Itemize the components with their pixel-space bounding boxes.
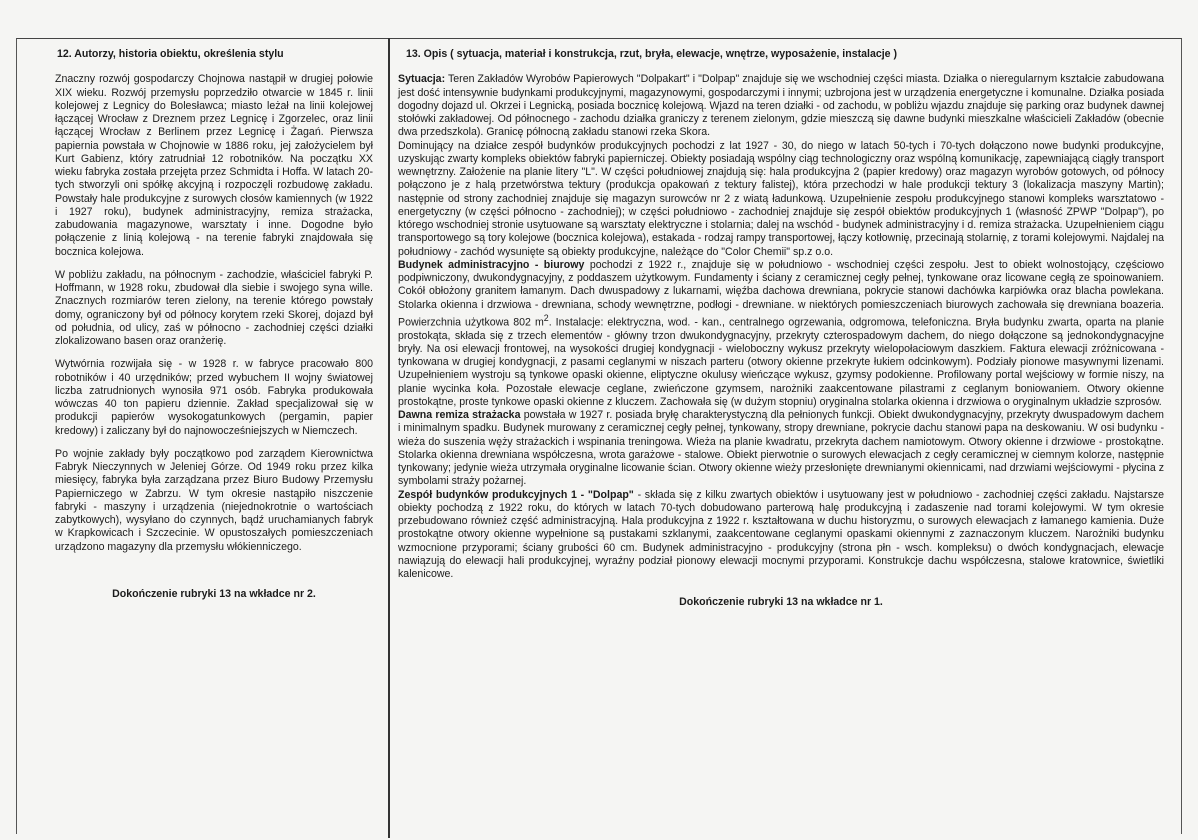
dolpap-complex-lead: Zespół budynków produkcyjnych 1 - "Dolpap" (398, 488, 634, 501)
situation-lead: Sytuacja: (398, 73, 446, 86)
section-12-paragraph-3: Wytwórnia rozwijała się - w 1928 r. w fabryce pracowało 800 robotników i 40 urzędników; przed wybuchem II wojny światowej liczba zatrudnionych wynosiła 971 osób. Fabryka produkowała wówczas 40 ton papieru dziennie. Zakład specjalizował się w produkcji papierów wysokogatunkowych (pergamin, papier kredowy) i zaliczany był do najnowocześniejszych w Niemczech. (55, 358, 373, 437)
dolpap-complex-text: - składa się z kilku zwartych obiektów i usytuowany jest w południowo - zachodniej części zakładu. Najstarsze obiekty pochodzą z 1922 roku, do których w latach 70-tych dobudowano parterową halę produkcyjną i zadaszenie nad torami kolejowymi. W tym okresie przebudowano również część administracyjną. Hala produkcyjna z 1922 r. kształtowana w duchu historyzmu, o surowych elewacjach z łamanego kamienia. Duże prostokątne otwory okienne wypełnione są pustakami szklanymi, zaakcentowane ceglanymi opaskami okiennymi z zaznaczonym kluczem. Narożniki budynku wzmocnione przyporami; ściany grubości 60 cm. Budynek administracyjno - produkcyjny (strona płn - wsch. kompleksu) o dwóch kondygnacjach, elewacje nawiązują do elewacji hali produkcyjnej, wyraźny podział pionowy elewacji mocnymi przyporami. Konstrukcje dachu współczesna, stalowe kratownice, świetliki kalenicowe. (398, 488, 1165, 581)
section-12-paragraph-1: Znaczny rozwój gospodarczy Chojnowa nastąpił w drugiej połowie XIX wieku. Rozwój przemysłu poprzedziło otwarcie w 1845 r. linii kolejowej z Legnicy do Bolesławca; miasto leżał na linii kolejowej łączącej Wrocław z Dreznem przez Legnicę i Zgorzelec, oraz linii łączącej Wrocław z Berlinem przez Legnicę i Żagań. Pierwsza papiernia powstała w Chojnowie w 1886 roku, jej założycielem był Kurt Gabienz, który zatrudniał 12 robotników. Na początku XX wieku fabryka została przejęta przez Schmidta i Hoffa. W latach 20-tych stworzyli oni spółkę akcyjną i rozpoczęli rozbudowę zakładu. Powstały hale produkcyjne z surowych cłosów kamiennych (w 1922 i 1927 roku), budynek administracyjny, remiza strażacka, zabudowania magazynowe, warsztaty i inne. Dogodne było połączenie z linią kolejową - na terenie fabryki znajdowała się bocznica kolejowa. (55, 73, 373, 258)
admin-building-text-a: pochodzi z 1922 r., znajduje się w południowo - wschodniej części zespołu. Jest to obiekt wolnostojący, częściowo podpiwniczony, dwukondygnacyjny, z poddaszem użytkowym. Fundamenty i ściany z ceramicznej cegły pełnej, tynkowane oraz licowane cegłą ze spoinowaniem. Cokół obłożony granitem łamanym. Dach dwuspadowy z lukarnami, więźba dachowa drewniana, pokrycie stanowi dachówka karpiówka oraz blacha powlekana. Stolarka okienna i drzwiowa - drewniana, schody wewnętrzne, podłogi - drewniane. w niektórych pomieszczeniach biurowych zachowała się drewniana boazeria. Powierzchnia użytkowa 802 m (398, 258, 1164, 329)
production-complex-paragraph: Dominujący na działce zespół budynków produkcyjnych pochodzi z lat 1927 - 30, do niego w latach 50-tych i 70-tych dołączono nowe budynki produkcyjne, uzyskując zwarty kompleks obiektów fabryki papierniczej. Obiekty posiadają wspólny ciąg technologiczny oraz wspólną komunikację, zapewniającą ciągły transport wewnętrzny. Założenie na planie litery "L". W części południowej znajdują się: hala produkcyjna 2 (papier kredowy) oraz magazyn wyrobów gotowych, od północy połączono je z halą przetwórstwa tektury (produkcja opakowań z tektury falistej), która przechodzi w hale produkcji tektury 3 (lokalizacja maszyny Martin); następnie od strony zachodniej znajduje się magazyn surowców nr 2 z wiatą ładunkową. Uzupełnienie zespołu produkcyjnego stanowi kompleks warsztatowo - energetyczny (w części północno - zachodniej); w części południowo - zachodniej znajduje się zespół obiektów produkcyjnych 1 (własność ZPWP "Dolpap"), po którego wschodniej stronie usytuowane są warsztaty elektryczne i stolarnia; dalej na wschód - budynek administracyjny i d. remiza strażacka. Uzupełnieniem ciągu transportowego są tory kolejowe (bocznica kolejowa), estakada - rodzaj rampy transportowej, łączy kotłownię, przecinają stolarnię, z torami kolejowymi. Najdalej na południowy - zachód wysunięte są obiekty produkcyjne, należące do "Color Chemii" sp.z o.o. (398, 139, 1164, 258)
situation-text: Teren Zakładów Wyrobów Papierowych "Dolpakart" i "Dolpap" znajduje się we wschodniej części miasta. Działka o nieregularnym kształcie zabudowana jest dość intensywnie budynkami produkcyjnymi, magazynowymi, gospodarczymi i innymi; uzbrojona jest w urządzenia energetyczne i komunalne. Działka posiada dogodny dojazd ul. Okrzei i Legnicką, posiada bocznicę kolejową. Wjazd na teren działki - od zachodu, w pobliżu wjazdu znajduje się parking oraz budynek dawnej stołówki zakładowej. Od północnego - zachodu działka graniczy z terenem zielonym, gdzie mieszczą się dawne budynki mieszkalne właścicieli Zakładów (obecnie dwa przedszkola). Granicę północną zakładu stanowi rzeka Skora. (398, 73, 1164, 139)
fire-station-paragraph (398, 409, 1164, 489)
fire-station-lead: Dawna remiza strażacka (398, 409, 521, 422)
fire-station-text: powstała w 1927 r. posiada bryłę charakterystyczną dla pełnionych funkcji. Obiekt dwukondygnacyjny, przekryty dwuspadowym dachem i minimalnym spadku. Budynek murowany z ceramicznej cegły pełnej, tynkowany, stropy drewniane, pokrycie dachu stanowi papa na deskowaniu. W osi budynku - wieża do suszenia węży strażackich i wspinania treningowa. Wieża na planie kwadratu, przekryta dachem namiotowym. Otwory okienne i drzwiowe - prostokątne. Stolarka okienna drewniana współczesna, wrota garażowe - stalowe. Obiekt pierwotnie o surowych elewacjach z cegły ceramicznej w ciemnym kolorze, następnie tynkowany; jedynie wieża utrzymała oryginalne licowanie ścian. Otwory okienne wieży przesłonięte drewnianymi okiennicami, nad drzwiami wejściowymi - płycina z symbolami straży pożarnej. (398, 409, 1164, 488)
section-12-paragraph-2: W pobliżu zakładu, na północnym - zachodzie, właściciel fabryki P. Hoffmann, w 1928 roku, zbudował dla siebie i swojego syna wille. Znacznych rozmiarów teren zielony, na terenie którego powstały domy, ograniczony był od północy korytem rzeki Skorej, dojazd był od południa, od ulicy, zaś w północno - zachodniej części działki zlokalizowano basen oraz oranżerię. (55, 268, 373, 347)
admin-building-paragraph (398, 259, 1164, 409)
section-12-heading: 12. Autorzy, historia obiektu, określenia stylu (57, 48, 284, 60)
section-13 (398, 48, 1164, 610)
dolpap-complex-paragraph (398, 489, 1164, 582)
situation-paragraph (398, 73, 1164, 139)
admin-building-lead: Budynek administracyjno - biurowy (398, 258, 585, 271)
admin-building-text-b: . Instalacje: elektryczna, wod. - kan., centralnego ogrzewania, odgromowa, telefoniczna. Bryła budynku zwarta, oparta na planie prostokąta, składa się z trzech elementów - główny trzon dwukondygnacyjny, przekryty czterospadowym dachem, do niego dołączone są jednokondygnacyjne bryły. Na osi elewacji frontowej, na wysokości drugiej kondygnacji - wieloboczny wykusz przekryty wielopołaciowym daszkiem. Faktura elewacji zróżnicowana - tynkowana w drugiej kondygnacji, z pasami ceglanymi w niszach parteru (otwory okienne przekryte łukiem odcinkowym). Podziały pionowe masywnymi lizenami. Uzupełnieniem wystroju są tynkowe opaski okienne, eliptyczne okulusy wieńczące wykusz, gzymsy podokienne. Profilowany portal wejściowy w formie niszy, na planie wycinka koła. Pozostałe elewacje ceglane, zwieńczone gzymsem, narożniki zaakcentowane pilastrami z ceglanym boniowaniem. Otwory okienne prostokątne, proste tynkowe opaski okienne z kluczem. Zachowała się (w dużym stopniu) oryginalna stolarka okienna i drzwiowa o oryginalnym układzie szprosów. (398, 316, 1164, 408)
section-13-heading: 13. Opis ( sytuacja, materiał i konstrukcja, rzut, bryła, elewacje, wnętrze, wyposażenie, instalacje ) (406, 48, 898, 60)
section-13-footer-note: Dokończenie rubryki 13 na wkładce nr 1. (679, 596, 883, 609)
area-unit-superscript: 2 (543, 312, 549, 323)
column-divider (388, 38, 390, 838)
section-12 (55, 48, 373, 601)
section-12-footer-note: Dokończenie rubryki 13 na wkładce nr 2. (112, 587, 316, 600)
section-12-paragraph-4: Po wojnie zakłady były początkowo pod zarządem Kierownictwa Fabryk Nieczynnych w Jeleniej Górze. Od 1949 roku przez kilka miesięcy, fabryka była zarządzana przez Biuro Budowy Przemysłu Papierniczego w Zabrzu. W tym okresie nastąpiło niszczenie fabryki - maszyny i urządzenia (niejednokrotnie o wartościach zabytkowych), wysyłano do czynnych, bądź uruchamianych fabryk w Krapkowicach i Szczecinie. W opustoszałych pomieszczeniach urządzono magazyny dla przemysłu włókienniczego. (55, 447, 373, 553)
